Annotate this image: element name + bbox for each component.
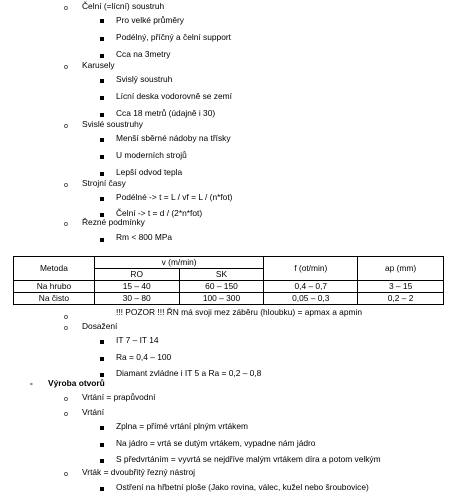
item-ostreni: Ostření na hřbetní ploše (Jako rovina, válec, kužel nebo šroubovice) — [116, 482, 369, 492]
item-cca-3metry: Cca na 3metry — [116, 49, 171, 59]
cell-sk: 60 – 150 — [179, 281, 264, 293]
item-strojni-casy: Strojní časy — [82, 178, 126, 188]
bullet-square — [100, 426, 104, 430]
bullet-square — [100, 213, 104, 217]
cell-ro: 15 – 40 — [94, 281, 179, 293]
item-dosazeni: Dosažení — [82, 321, 118, 331]
bullet-o: o — [64, 396, 68, 403]
item-celni-vzorec: Čelní -> t = d / (2*n*fot) — [116, 208, 203, 218]
bullet-square — [100, 459, 104, 463]
table-row — [14, 281, 444, 293]
bullet-square — [100, 340, 104, 344]
cell-metoda: Na čisto — [14, 293, 95, 305]
bullet-o: o — [64, 182, 68, 189]
bullet-o: o — [64, 123, 68, 130]
item-podelne-vzorec: Podélné -> t = L / vf = L / (n*fot) — [116, 192, 233, 202]
item-ra: Ra = 0,4 – 100 — [116, 352, 172, 362]
bullet-o: o — [64, 221, 68, 228]
item-predvrtani: S předvrtáním = vyvrtá se nejdříve malým vrtákem díra a potom velkým — [116, 454, 381, 464]
cell-ap: 3 – 15 — [358, 281, 444, 293]
cell-sk: 100 – 300 — [179, 293, 264, 305]
item-odvod-tepla: Lepší odvod tepla — [116, 167, 183, 177]
bullet-square — [100, 443, 104, 447]
header-ap: ap (mm) — [358, 257, 444, 281]
header-metoda: Metoda — [14, 257, 95, 281]
header-ro: RO — [94, 269, 179, 281]
item-vrtani: Vrtání — [82, 407, 105, 417]
cell-f: 0,4 – 0,7 — [264, 281, 358, 293]
item-karusely: Karusely — [82, 60, 115, 70]
cutting-conditions-table — [13, 256, 444, 305]
item-mensi-nadoby: Menší sběrné nádoby na třísky — [116, 133, 231, 143]
bullet-square — [100, 138, 104, 142]
header-v: v (m/min) — [94, 257, 264, 269]
item-vrtani-prapuvodni: Vrtání = prapůvodní — [82, 392, 156, 402]
item-rm: Rm < 800 MPa — [116, 232, 173, 242]
bullet-square — [100, 19, 104, 23]
item-celni-soustruh: Čelní (=lícní) soustruh — [82, 1, 165, 11]
item-vyroba-otvoru: Výroba otvorů — [48, 378, 105, 388]
item-diamant: Diamant zvládne i IT 5 a Ra = 0,2 – 0,8 — [116, 368, 262, 378]
item-moderni-stroje: U moderních strojů — [116, 150, 187, 160]
item-velke-prumery: Pro velké průměry — [116, 15, 184, 25]
item-it: IT 7 – IT 14 — [116, 335, 159, 345]
bullet-dash: - — [30, 378, 33, 388]
bullet-square — [100, 373, 104, 377]
bullet-square — [100, 79, 104, 83]
bullet-o: o — [64, 64, 68, 71]
item-podelny-support: Podélný, příčný a čelní support — [116, 32, 231, 42]
bullet-o: o — [64, 325, 68, 332]
item-rezne-podminky: Řezné podmínky — [82, 217, 145, 227]
item-svisly-soustruh: Svislý soustruh — [116, 74, 173, 84]
item-svisle-soustruhy: Svislé soustruhy — [82, 119, 143, 129]
bullet-square — [100, 172, 104, 176]
bullet-square — [100, 155, 104, 159]
bullet-square — [100, 487, 104, 491]
item-pozor: !!! POZOR !!! ŘN má svoji mez záběru (hloubku) = apmax a apmin — [116, 307, 362, 317]
header-f: f (ot/min) — [264, 257, 358, 281]
cell-f: 0,05 – 0,3 — [264, 293, 358, 305]
bullet-o: o — [64, 411, 68, 418]
bullet-o: o — [64, 314, 68, 321]
cell-metoda: Na hrubo — [14, 281, 95, 293]
bullet-square — [100, 96, 104, 100]
item-vrtak: Vrták = dvoubřitý řezný nástroj — [82, 467, 196, 477]
bullet-square — [100, 238, 104, 242]
item-cca-18: Cca 18 metrů (údajně i 30) — [116, 108, 216, 118]
bullet-o: o — [64, 5, 68, 12]
item-zplna: Zplna = přímé vrtání plným vrtákem — [116, 421, 248, 431]
bullet-square — [100, 37, 104, 41]
item-licni-deska: Lícní deska vodorovně se zemí — [116, 91, 232, 101]
cell-ap: 0,2 – 2 — [358, 293, 444, 305]
bullet-square — [100, 113, 104, 117]
bullet-square — [100, 54, 104, 58]
item-na-jadro: Na jádro = vrtá se dutým vrtákem, vypadne nám jádro — [116, 438, 316, 448]
table-row — [14, 293, 444, 305]
bullet-square — [100, 357, 104, 361]
header-sk: SK — [179, 269, 264, 281]
cell-ro: 30 – 80 — [94, 293, 179, 305]
bullet-o: o — [64, 471, 68, 478]
bullet-square — [100, 197, 104, 201]
